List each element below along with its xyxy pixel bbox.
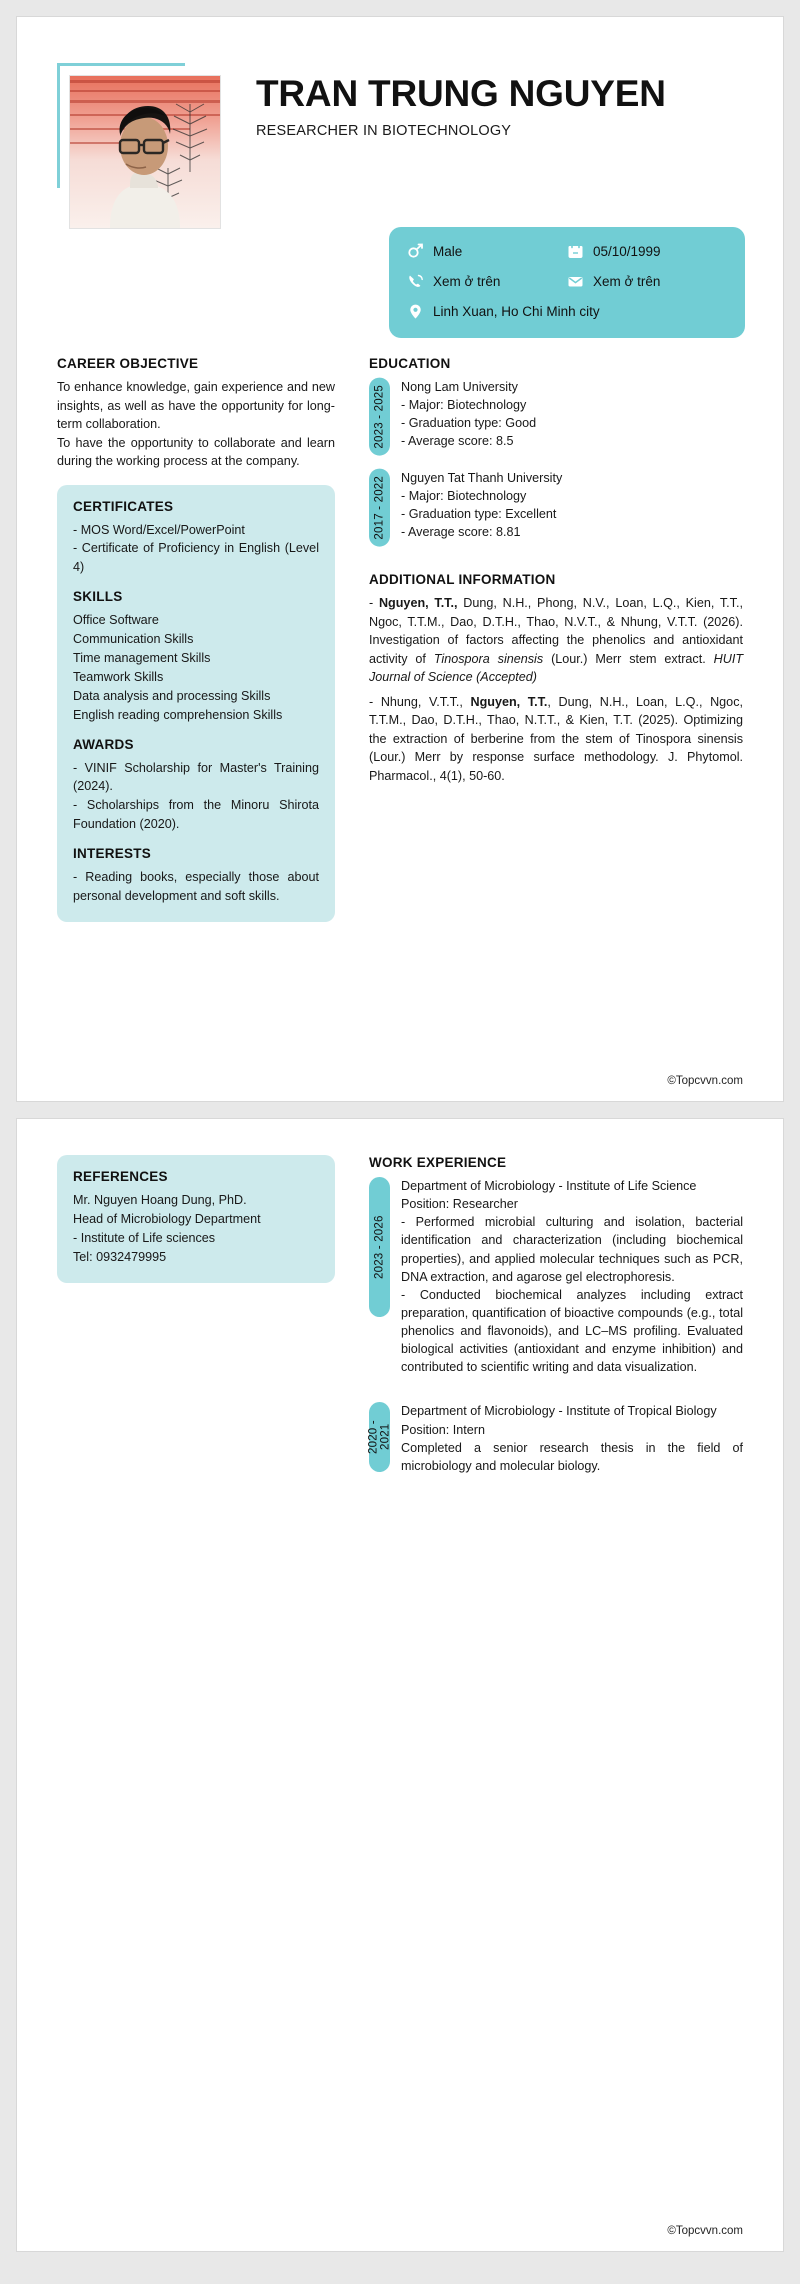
work-bullet: - Conducted biochemical analyzes including extract preparation, quantification of bioactive compounds (e.g., total phenolics and flavonoids), and LC–MS profiling. Evaluated biological activities (antioxidant and enzyme inhibition) and contributed to scientific writing and data visualization. xyxy=(401,1287,743,1375)
reference-line: - Institute of Life sciences xyxy=(73,1230,216,1245)
education-entry-body xyxy=(390,469,743,547)
contact-address xyxy=(407,303,727,320)
work-date-pill: 2023 - 2026 xyxy=(369,1177,390,1317)
work-organization: Department of Microbiology - Institute of Life Science xyxy=(401,1179,697,1193)
page-footer-credit: ©Topcvvn.com xyxy=(667,2225,743,2237)
contact-card xyxy=(389,227,745,338)
skill-item: Time management Skills xyxy=(73,650,211,665)
contact-birthday-value: 05/10/1999 xyxy=(593,244,661,259)
contact-birthday xyxy=(567,243,727,260)
education-detail: - Major: Biotechnology xyxy=(401,398,527,413)
education-detail: - Graduation type: Good xyxy=(401,416,537,431)
education-detail: - Average score: 8.5 xyxy=(401,434,514,449)
left-tinted-panel xyxy=(57,485,335,922)
section-title-certificates: CERTIFICATES xyxy=(73,498,174,514)
reference-line: Tel: 0932479995 xyxy=(73,1249,167,1264)
work-position: Position: Intern xyxy=(401,1422,486,1437)
work-entry-body xyxy=(390,1177,743,1376)
contact-email[interactable] xyxy=(567,273,727,290)
section-title-work-experience: WORK EXPERIENCE xyxy=(369,1155,507,1170)
full-name: TRAN TRUNG NGUYEN xyxy=(256,73,666,114)
reference-line: Head of Microbiology Department xyxy=(73,1211,261,1226)
contact-row xyxy=(407,243,727,260)
references-panel xyxy=(57,1155,335,1283)
section-title-career-objective: CAREER OBJECTIVE xyxy=(57,356,199,371)
photo-frame xyxy=(57,53,242,228)
skill-item: Communication Skills xyxy=(73,632,194,647)
section-title-references: REFERENCES xyxy=(73,1169,168,1184)
left-column xyxy=(17,356,347,922)
contact-phone-value: Xem ở trên xyxy=(433,274,501,289)
work-date-pill: 2020 - 2021 xyxy=(369,1402,390,1472)
phone-icon xyxy=(407,273,424,290)
contact-row xyxy=(407,273,727,290)
contact-gender-value: Male xyxy=(433,244,463,259)
resume-page-2 xyxy=(16,1118,784,2252)
work-entry xyxy=(369,1402,743,1475)
education-school: Nguyen Tat Thanh University xyxy=(401,470,563,485)
frame-accent-left xyxy=(57,63,60,188)
job-title: RESEARCHER IN BIOTECHNOLOGY xyxy=(256,123,512,140)
skill-item: English reading comprehension Skills xyxy=(73,707,283,722)
calendar-icon xyxy=(567,243,584,260)
publication-entry: - Nguyen, T.T., Dung, N.H., Phong, N.V., Loan, L.Q., Kien, T.T., Ngoc, T.T.M., Dao, D.T.H., Thao, N.V.T., & Nhung, V.T.T. (2026). Investigation of factors affecting the phenolics and antioxidant activity of Tinospora sinensis (Lour.) Merr stem extract. HUIT Journal of Science (Accepted) xyxy=(369,596,744,685)
reference-line: Mr. Nguyen Hoang Dung, PhD. xyxy=(73,1193,247,1207)
envelope-icon xyxy=(567,273,584,290)
career-objective-paragraph-1: To enhance knowledge, gain experience and new insights, as well as have the opportunity for long-term collaboration. xyxy=(57,380,335,431)
education-school: Nong Lam University xyxy=(401,380,518,394)
career-objective-paragraph-2: To have the opportunity to collaborate and learn during the working process at the company. xyxy=(57,435,335,468)
contact-gender xyxy=(407,243,567,260)
education-date-pill: 2023 - 2025 xyxy=(369,378,390,456)
education-detail: - Graduation type: Excellent xyxy=(401,506,557,521)
page1-columns xyxy=(17,356,783,922)
skill-item: Data analysis and processing Skills xyxy=(73,688,271,703)
location-pin-icon xyxy=(407,303,424,320)
section-title-education: EDUCATION xyxy=(369,356,451,371)
right-column-page2 xyxy=(347,1155,783,1488)
header xyxy=(17,17,783,227)
publication-entry: - Nhung, V.T.T., Nguyen, T.T., Dung, N.H., Loan, L.Q., Ngoc, T.T.M., Dao, D.T.H., Thao, N.T.T., & Kien, T.T. (2025). Optimizing the extraction of berberine from the stem of Tinospora sinensis (Lour.) Merr by response surface methodology. J. Phytomol. Pharmacol., 4(1), 50-60. xyxy=(369,694,743,783)
skill-item: Office Software xyxy=(73,613,159,628)
section-title-skills: SKILLS xyxy=(73,589,123,605)
section-title-additional-information: ADDITIONAL INFORMATION xyxy=(369,572,556,588)
award-item: - Scholarships from the Minoru Shirota Foundation (2020). xyxy=(73,798,319,832)
education-detail: - Major: Biotechnology xyxy=(401,488,527,503)
contact-address-value: Linh Xuan, Ho Chi Minh city xyxy=(433,304,600,319)
work-entry xyxy=(369,1177,743,1376)
work-bullet: Completed a senior research thesis in the field of microbiology and molecular biology. xyxy=(401,1440,743,1473)
education-entry xyxy=(369,469,743,547)
education-detail: - Average score: 8.81 xyxy=(401,524,521,539)
resume-page-1 xyxy=(16,16,784,1102)
left-column-page2 xyxy=(17,1155,347,1488)
certificate-item: - MOS Word/Excel/PowerPoint xyxy=(73,522,245,537)
work-position: Position: Researcher xyxy=(401,1197,518,1212)
education-entry xyxy=(369,378,743,456)
interest-item: - Reading books, especially those about personal development and soft skills. xyxy=(73,870,319,903)
section-title-awards: AWARDS xyxy=(73,736,134,752)
contact-email-value: Xem ở trên xyxy=(593,274,661,289)
avatar xyxy=(70,76,220,228)
page2-columns xyxy=(17,1119,783,1488)
right-column xyxy=(347,356,783,922)
section-title-interests: INTERESTS xyxy=(73,846,152,862)
award-item: - VINIF Scholarship for Master's Training (2024). xyxy=(73,760,319,794)
page-footer-credit: ©Topcvvn.com xyxy=(667,1075,743,1087)
education-entry-body xyxy=(390,378,743,456)
gender-icon xyxy=(407,243,424,260)
work-organization: Department of Microbiology - Institute of Tropical Biology xyxy=(401,1404,717,1419)
work-bullet: - Performed microbial culturing and isolation, bacterial identification and characterization (including biochemical properties), and applied molecular techniques such as PCR, DNA extraction, and agarose gel electrophoresis. xyxy=(401,1215,743,1284)
name-block xyxy=(242,53,743,139)
work-entry-body xyxy=(390,1402,743,1475)
skill-item: Teamwork Skills xyxy=(73,669,164,684)
education-date-pill: 2017 - 2022 xyxy=(369,469,390,547)
contact-row xyxy=(407,303,727,320)
contact-phone[interactable] xyxy=(407,273,567,290)
certificate-item: - Certificate of Proficiency in English (Level 4) xyxy=(73,541,319,575)
frame-accent-top xyxy=(57,63,185,66)
